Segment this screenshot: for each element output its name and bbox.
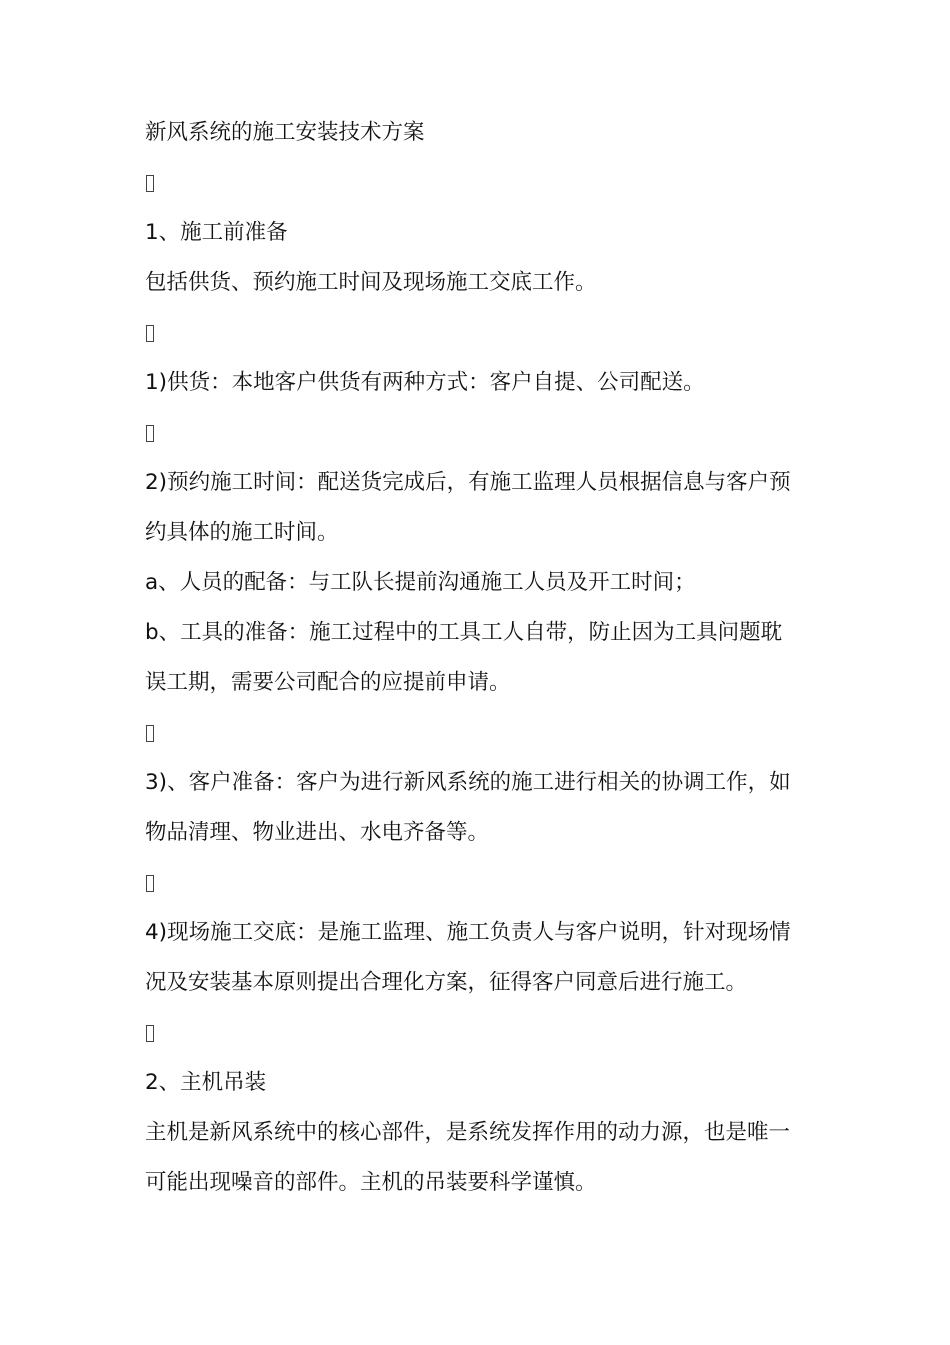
- missing-glyph-icon: [145, 858, 815, 908]
- section-heading-preparation: 1、施工前准备: [145, 220, 288, 245]
- document-body: [145, 108, 815, 1208]
- missing-glyph-icon: [145, 708, 815, 758]
- section-heading-host-hoisting: 2、主机吊装: [145, 1070, 267, 1095]
- paragraph-line: 1)供货：本地客户供货有两种方式：客户自提、公司配送。: [145, 370, 705, 395]
- paragraph-line: 包括供货、预约施工时间及现场施工交底工作。: [145, 270, 597, 295]
- paragraph-line: 物品清理、物业进出、水电齐备等。: [145, 820, 490, 845]
- paragraph-line: 约具体的施工时间。: [145, 520, 339, 545]
- missing-glyph-icon: [145, 308, 815, 358]
- paragraph-line: 4)现场施工交底：是施工监理、施工负责人与客户说明，针对现场情: [145, 920, 791, 945]
- paragraph-line: 主机是新风系统中的核心部件，是系统发挥作用的动力源，也是唯一: [145, 1120, 791, 1145]
- paragraph-line: b、工具的准备：施工过程中的工具工人自带，防止因为工具问题耽: [145, 620, 783, 645]
- document-title: 新风系统的施工安装技术方案: [145, 120, 425, 145]
- missing-glyph-icon: [145, 158, 815, 208]
- missing-glyph-icon: [145, 408, 815, 458]
- paragraph-line: 3)、客户准备：客户为进行新风系统的施工进行相关的协调工作，如: [145, 770, 791, 795]
- missing-glyph-icon: [145, 1008, 815, 1058]
- paragraph-line: 2)预约施工时间：配送货完成后，有施工监理人员根据信息与客户预: [145, 470, 791, 495]
- paragraph-line: 误工期，需要公司配合的应提前申请。: [145, 670, 511, 695]
- paragraph-line: 可能出现噪音的部件。主机的吊装要科学谨慎。: [145, 1170, 597, 1195]
- paragraph-line: a、人员的配备：与工队长提前沟通施工人员及开工时间；: [145, 570, 696, 595]
- paragraph-line: 况及安装基本原则提出合理化方案，征得客户同意后进行施工。: [145, 970, 748, 995]
